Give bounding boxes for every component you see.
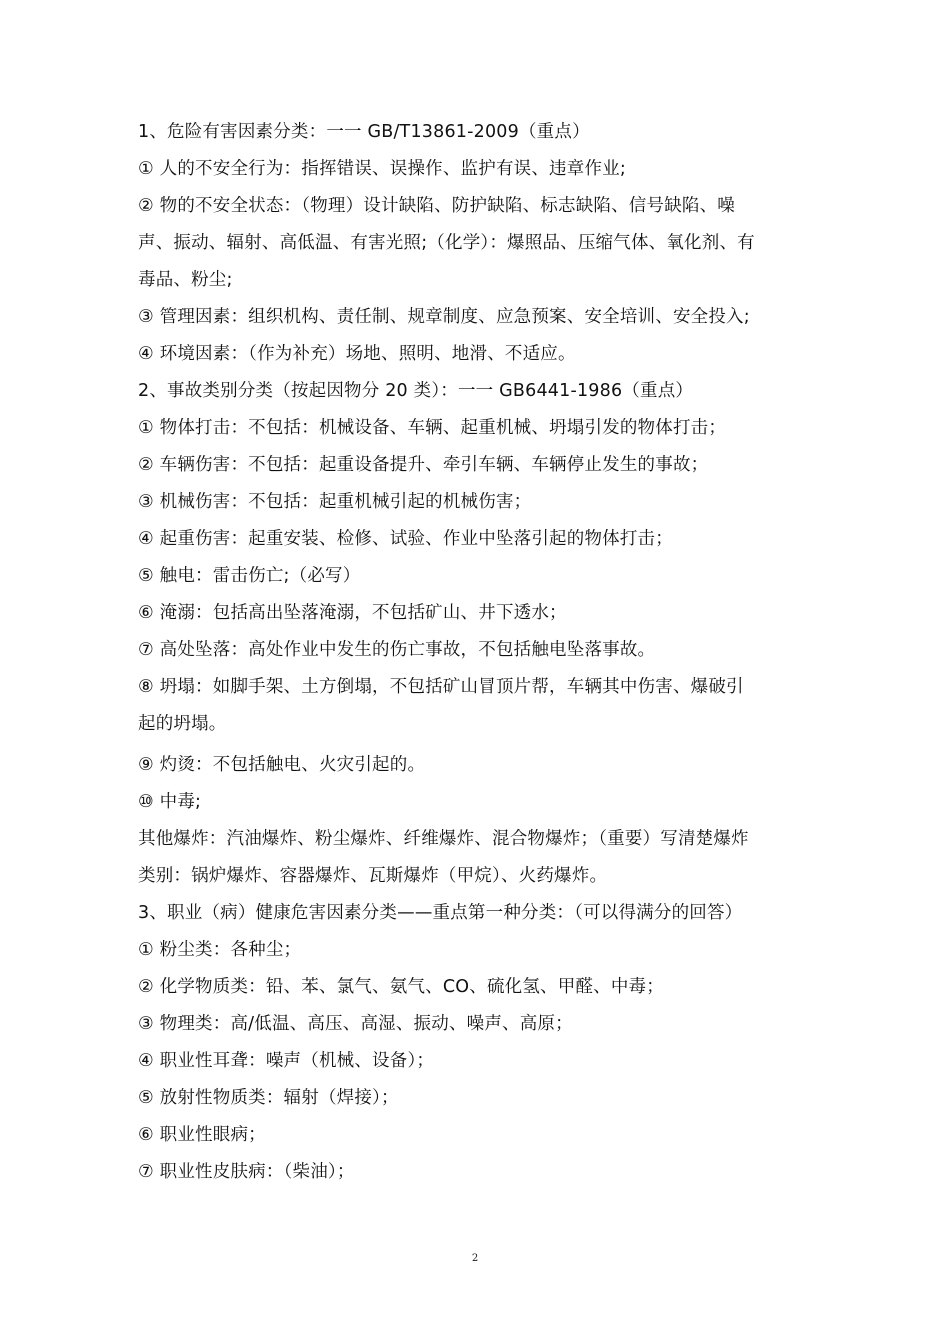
list-item	[138, 669, 818, 743]
text-line: 毒品、粉尘;	[138, 270, 233, 290]
list-item: ② 车辆伤害：不包括：起重设备提升、牵引车辆、车辆停止发生的事故；	[138, 455, 709, 475]
list-item: ⑨ 灼烫：不包括触电、火灾引起的。	[138, 755, 426, 775]
list-item: ③ 物理类：高/低温、高压、高湿、振动、噪声、高原；	[138, 1014, 573, 1034]
list-item: ⑤ 触电：雷击伤亡;（必写）	[138, 566, 361, 586]
list-item: ⑩ 中毒;	[138, 792, 202, 812]
text-line: ② 物的不安全状态：（物理）设计缺陷、防护缺陷、标志缺陷、信号缺陷、噪	[138, 196, 735, 216]
list-item: ⑦ 职业性皮肤病：（柴油）；	[138, 1162, 355, 1182]
list-item: ⑤ 放射性物质类：辐射（焊接）；	[138, 1088, 399, 1108]
page-number: 2	[471, 1253, 479, 1264]
section-heading-occupational-hazards: 3、职业（病）健康危害因素分类——重点第一种分类：（可以得满分的回答）	[138, 903, 743, 923]
list-item: ① 物体打击：不包括：机械设备、车辆、起重机械、坍塌引发的物体打击；	[138, 418, 727, 438]
list-item: ⑥ 淹溺：包括高出坠落淹溺，不包括矿山、井下透水；	[138, 603, 567, 623]
document-body	[138, 114, 818, 1191]
text-line: 起的坍塌。	[138, 714, 227, 734]
list-item: ④ 环境因素：（作为补充）场地、照明、地滑、不适应。	[138, 344, 576, 364]
list-item: ③ 管理因素：组织机构、责任制、规章制度、应急预案、安全培训、安全投入;	[138, 307, 750, 327]
list-item: ⑥ 职业性眼病；	[138, 1125, 266, 1145]
list-item: ① 人的不安全行为：指挥错误、误操作、监护有误、违章作业;	[138, 159, 626, 179]
list-item: ⑦ 高处坠落：高处作业中发生的伤亡事故，不包括触电坠落事故。	[138, 640, 656, 660]
section-heading-accident-classification: 2、事故类别分类（按起因物分 20 类）：一一 GB6441-1986（重点）	[138, 381, 694, 401]
list-item: ② 化学物质类：铅、苯、氯气、氨气、CO、硫化氢、甲醛、中毒；	[138, 977, 664, 997]
list-item: ① 粉尘类：各种尘；	[138, 940, 302, 960]
text-line: ⑧ 坍塌：如脚手架、土方倒塌，不包括矿山冒顶片帮，车辆其中伤害、爆破引	[138, 677, 744, 697]
section-heading-hazard-classification: 1、危险有害因素分类：一一 GB/T13861-2009（重点）	[138, 122, 590, 142]
list-item: ④ 起重伤害：起重安装、检修、试验、作业中坠落引起的物体打击；	[138, 529, 673, 549]
list-item: ③ 机械伤害：不包括：起重机械引起的机械伤害；	[138, 492, 532, 512]
text-line: 声、振动、辐射、高低温、有害光照;（化学）：爆照品、压缩气体、氧化剂、有	[138, 233, 755, 253]
text-line: 其他爆炸：汽油爆炸、粉尘爆炸、纤维爆炸、混合物爆炸；（重要）写清楚爆炸	[138, 829, 749, 849]
paragraph-other-explosions	[138, 821, 818, 895]
list-item	[138, 188, 818, 299]
list-item: ④ 职业性耳聋：噪声（机械、设备）；	[138, 1051, 435, 1071]
text-line: 类别：锅炉爆炸、容器爆炸、瓦斯爆炸（甲烷）、火药爆炸。	[138, 866, 608, 886]
